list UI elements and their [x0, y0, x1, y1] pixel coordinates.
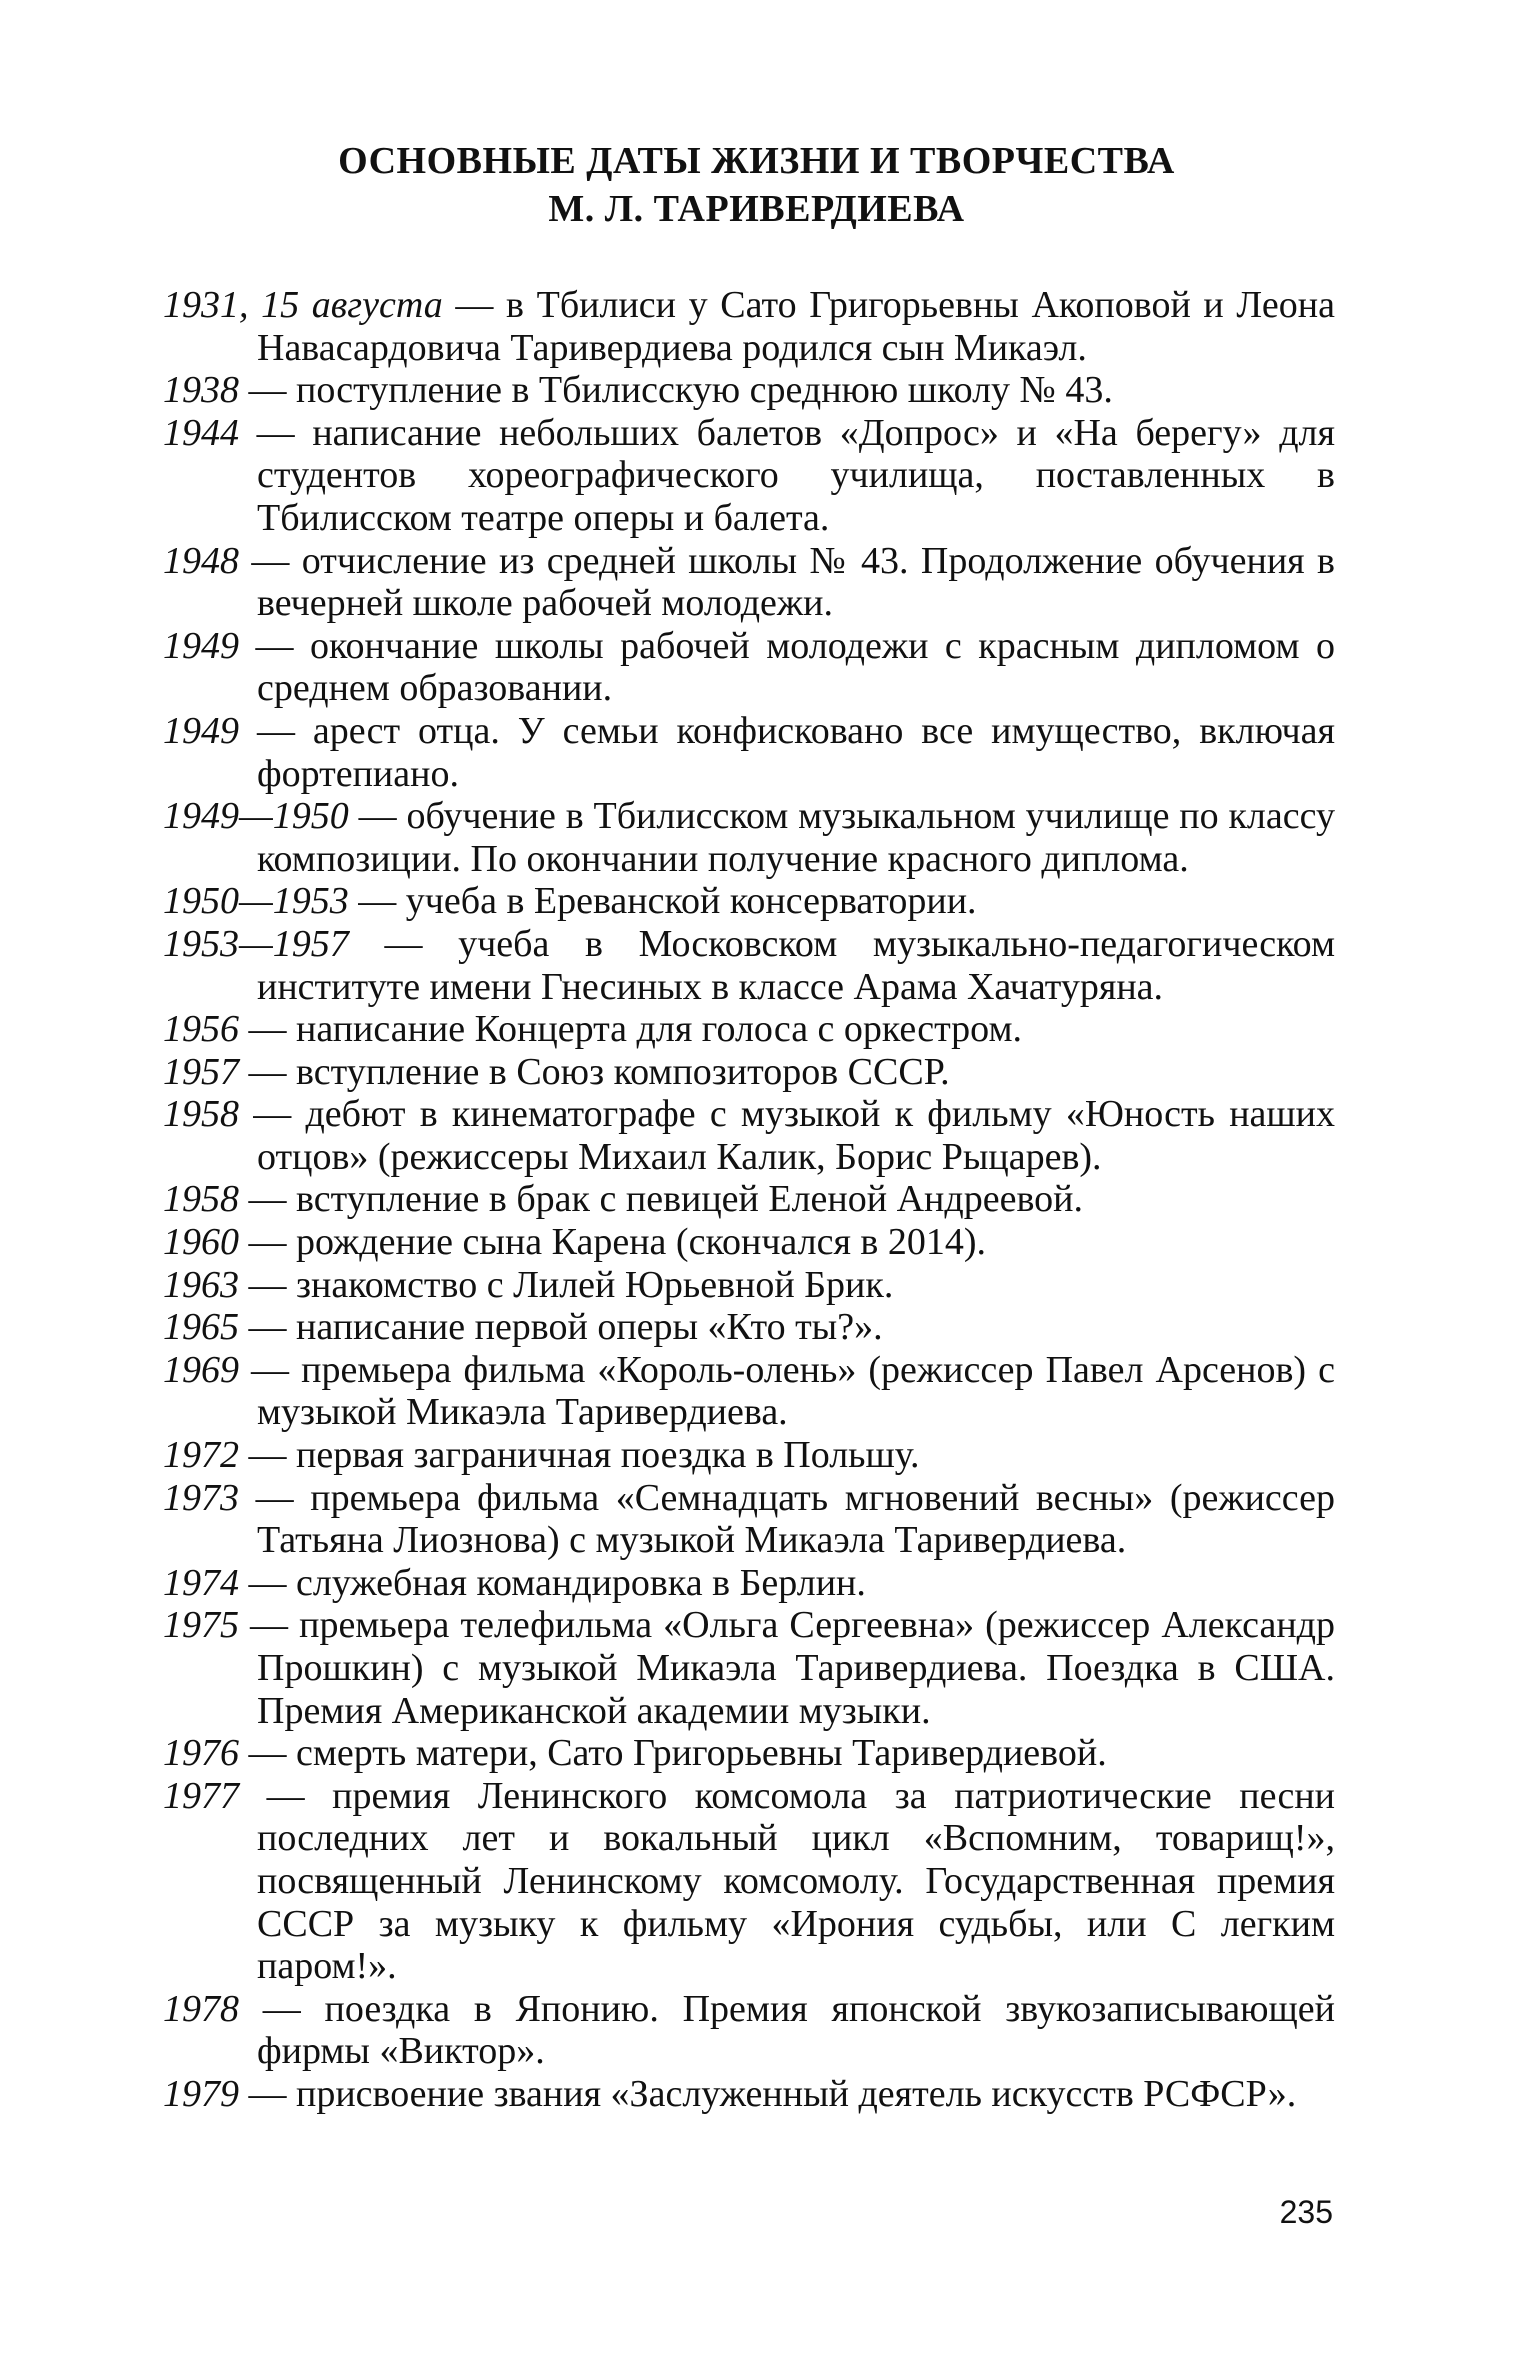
- chronology-entry: [163, 1093, 1335, 1178]
- entry-date: 1949—1950: [163, 795, 349, 838]
- entry-text: — написание первой оперы «Кто ты?».: [239, 1306, 883, 1349]
- chronology-entry: [163, 1221, 1335, 1264]
- chronology-entry: [163, 625, 1335, 710]
- entry-date: 1975: [163, 1604, 239, 1647]
- entry-date: 1950—1953: [163, 880, 349, 923]
- entry-date: 1965: [163, 1306, 239, 1349]
- chronology-entry: [163, 1434, 1335, 1477]
- entry-text: — вступление в Союз композиторов СССР.: [239, 1050, 950, 1093]
- entry-date: 1938: [163, 369, 239, 412]
- chronology-entry: [163, 710, 1335, 795]
- entry-text: — арест отца. У семьи конфисковано все имущество, включая фортепиано.: [239, 709, 1335, 795]
- entry-text: — написание небольших балетов «Допрос» и «На берегу» для студентов хореографического училища, поставленных в Тбилисском театре оперы и балета.: [239, 411, 1335, 539]
- chronology-entry: [163, 795, 1335, 880]
- chronology-entry: [163, 369, 1335, 412]
- title-line: М. Л. ТАРИВЕРДИЕВА: [548, 188, 965, 230]
- entry-date: 1956: [163, 1008, 239, 1051]
- entry-date: 1948: [163, 539, 239, 582]
- entry-text: — обучение в Тбилисском музыкальном училище по классу композиции. По окончании получение красного диплома.: [257, 795, 1335, 880]
- entry-text: — премьера фильма «Семнадцать мгновений весны» (режиссер Татьяна Лиознова) с музыкой Микаэла Таривердиева.: [239, 1476, 1335, 1562]
- entry-text: — рождение сына Карена (скончался в 2014).: [239, 1221, 987, 1264]
- entry-text: — премьера телефильма «Ольга Сергеевна» (режиссер Александр Прошкин) с музыкой Микаэла Таривердиева. Поездка в США. Премия Американской академии музыки.: [239, 1604, 1335, 1732]
- entry-text: — первая заграничная поездка в Польшу.: [239, 1434, 920, 1477]
- chronology-entry: [163, 1008, 1335, 1051]
- entry-date: 1977: [163, 1774, 239, 1817]
- entry-text: — написание Концерта для голоса с оркестром.: [239, 1008, 1023, 1051]
- page-number: 235: [1279, 2194, 1333, 2230]
- entry-date: 1958: [163, 1093, 239, 1136]
- entry-text: — премьера фильма «Король-олень» (режиссер Павел Арсенов) с музыкой Микаэла Таривердиева.: [239, 1348, 1335, 1434]
- entry-date: 1931, 15 августа: [163, 284, 443, 326]
- entry-date: 1978: [163, 1987, 239, 2030]
- entry-date: 1976: [163, 1732, 239, 1775]
- entry-date: 1973: [163, 1476, 239, 1519]
- entry-date: 1953—1957: [163, 922, 349, 965]
- chronology-entry: [163, 412, 1335, 540]
- entry-date: 1958: [163, 1178, 239, 1221]
- chronology-list: [163, 284, 1335, 2116]
- entry-text: — присвоение звания «Заслуженный деятель искусств РСФСР».: [239, 2072, 1297, 2115]
- entry-date: 1972: [163, 1434, 239, 1477]
- chronology-entry: [163, 284, 1335, 369]
- entry-text: — в Тбилиси у Сато Григорьевны Акоповой и Леона Навасардовича Таривердиева родился сын Микаэл.: [257, 284, 1335, 369]
- chronology-entry: [163, 923, 1335, 1008]
- chronology-entry: [163, 1051, 1335, 1094]
- chronology-entry: [163, 880, 1335, 923]
- chronology-entry: [163, 1988, 1335, 2073]
- entry-text: — поездка в Японию. Премия японской звукозаписывающей фирмы «Виктор».: [239, 1987, 1335, 2073]
- chronology-entry: [163, 1604, 1335, 1732]
- entry-text: — учеба в Московском музыкально-педагогическом институте имени Гнесиных в классе Арама Хачатуряна.: [257, 922, 1335, 1008]
- entry-date: 1949: [163, 624, 239, 667]
- entry-text: — поступление в Тбилисскую среднюю школу № 43.: [239, 369, 1113, 412]
- entry-text: — служебная командировка в Берлин.: [239, 1561, 866, 1604]
- chronology-entry: [163, 2073, 1335, 2116]
- entry-text: — премия Ленинского комсомола за патриотические песни последних лет и вокальный цикл «Вспомним, товарищ!», посвященный Ленинскому комсомолу. Государственная премия СССР за музыку к фильму «Ирония судьбы, или С легким паром!».: [239, 1774, 1335, 1988]
- chronology-entry: [163, 1178, 1335, 1221]
- entry-text: — вступление в брак с певицей Еленой Андреевой.: [239, 1178, 1083, 1221]
- entry-date: 1944: [163, 411, 239, 454]
- chronology-entry: [163, 1264, 1335, 1307]
- entry-text: — окончание школы рабочей молодежи с красным дипломом о среднем образовании.: [239, 624, 1335, 710]
- title-line: ОСНОВНЫЕ ДАТЫ ЖИЗНИ И ТВОРЧЕСТВА: [338, 140, 1175, 182]
- entry-date: 1969: [163, 1348, 239, 1391]
- entry-text: — смерть матери, Сато Григорьевны Таривердиевой.: [239, 1732, 1107, 1775]
- chronology-entry: [163, 1732, 1335, 1775]
- entry-text: — знакомство с Лилей Юрьевной Брик.: [239, 1263, 894, 1306]
- chronology-entry: [163, 540, 1335, 625]
- entry-date: 1949: [163, 709, 239, 752]
- entry-date: 1974: [163, 1561, 239, 1604]
- entry-text: — учеба в Ереванской консерватории.: [348, 880, 977, 923]
- page-title: [0, 137, 1513, 233]
- entry-date: 1960: [163, 1221, 239, 1264]
- chronology-entry: [163, 1306, 1335, 1349]
- chronology-entry: [163, 1477, 1335, 1562]
- chronology-entry: [163, 1349, 1335, 1434]
- entry-date: 1957: [163, 1050, 239, 1093]
- entry-text: — отчисление из средней школы № 43. Продолжение обучения в вечерней школе рабочей молодежи.: [239, 539, 1335, 625]
- entry-date: 1979: [163, 2072, 239, 2115]
- chronology-entry: [163, 1775, 1335, 1988]
- entry-date: 1963: [163, 1263, 239, 1306]
- chronology-entry: [163, 1562, 1335, 1605]
- entry-text: — дебют в кинематографе с музыкой к фильму «Юность наших отцов» (режиссеры Михаил Калик, Борис Рыцарев).: [239, 1093, 1335, 1178]
